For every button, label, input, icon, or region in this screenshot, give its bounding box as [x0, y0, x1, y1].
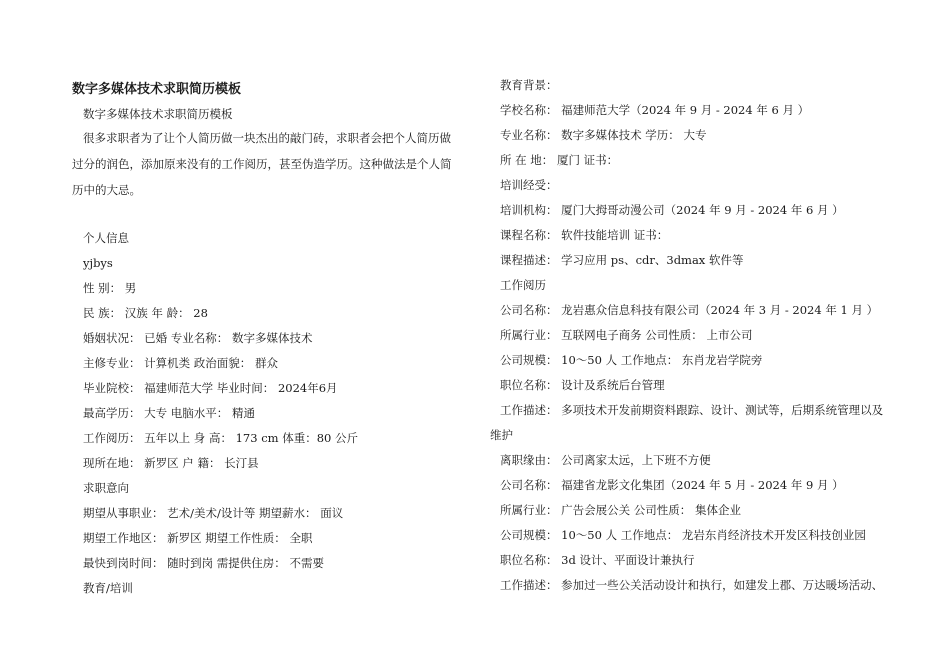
document-title: 数字多媒体技术求职简历模板: [72, 82, 242, 97]
right-line-14: 维护: [490, 428, 513, 442]
right-line-8: 工作阅历: [500, 278, 546, 292]
left-line-6: 毕业院校： 福建师范大学 毕业时间： 2024年6月: [83, 381, 338, 395]
right-line-0: 教育背景：: [500, 78, 558, 92]
right-line-20: 工作描述： 参加过一些公关活动设计和执行，如建发上郡、万达暖场活动、: [500, 578, 884, 592]
subtitle: 数字多媒体技术求职简历模板: [83, 107, 233, 121]
left-line-5: 主修专业： 计算机类 政治面貌： 群众: [83, 356, 278, 370]
left-line-11: 期望从事职业： 艺术/美术/设计等 期望薪水： 面议: [83, 506, 344, 520]
right-line-3: 所 在 地： 厦门 证书：: [500, 153, 619, 167]
left-line-3: 民 族： 汉族 年 龄： 28: [83, 306, 208, 320]
left-line-4: 婚姻状况： 已婚 专业名称： 数字多媒体技术: [83, 331, 313, 345]
right-line-18: 公司规模： 10～50 人 工作地点： 龙岩东肖经济技术开发区科技创业园: [500, 528, 866, 542]
right-line-19: 职位名称： 3d 设计、平面设计兼执行: [500, 553, 695, 567]
left-line-0: 个人信息: [83, 231, 129, 245]
right-line-10: 所属行业： 互联网电子商务 公司性质： 上市公司: [500, 328, 753, 342]
left-line-12: 期望工作地区： 新罗区 期望工作性质： 全职: [83, 531, 313, 545]
right-line-12: 职位名称： 设计及系统后台管理: [500, 378, 665, 392]
left-line-8: 工作阅历： 五年以上 身 高： 173 cm 体重：80 公斤: [83, 431, 359, 445]
right-line-15: 离职缘由： 公司离家太远，上下班不方便: [500, 453, 711, 467]
right-line-16: 公司名称： 福建省龙影文化集团（2024 年 5 月 - 2024 年 9 月 ）: [500, 478, 844, 492]
right-line-9: 公司名称： 龙岩惠众信息科技有限公司（2024 年 3 月 - 2024 年 1 月 ）: [500, 303, 879, 317]
left-line-9: 现所在地： 新罗区 户 籍： 长汀县: [83, 456, 259, 470]
right-line-13: 工作描述： 多项技术开发前期资料跟踪、设计、测试等，后期系统管理以及: [500, 403, 884, 417]
left-line-7: 最高学历： 大专 电脑水平： 精通: [83, 406, 255, 420]
right-line-11: 公司规模： 10～50 人 工作地点： 东肖龙岩学院旁: [500, 353, 763, 367]
right-line-2: 专业名称： 数字多媒体技术 学历： 大专: [500, 128, 707, 142]
left-line-14: 教育/培训: [83, 581, 133, 595]
left-line-1: yjbys: [83, 256, 113, 270]
right-line-7: 课程描述： 学习应用 ps、cdr、3dmax 软件等: [500, 253, 744, 267]
right-line-17: 所属行业： 广告会展公关 公司性质： 集体企业: [500, 503, 741, 517]
left-line-2: 性 别： 男: [83, 281, 137, 295]
left-line-10: 求职意向: [83, 481, 129, 495]
right-line-6: 课程名称： 软件技能培训 证书：: [500, 228, 669, 242]
intro-paragraph: 很多求职者为了让个人简历做一块杰出的敲门砖，求职者会把个人简历做过分的润色，添加原来没有的工作阅历，甚至伪造学历。这种做法是个人简历中的大忌。: [72, 131, 452, 197]
right-line-1: 学校名称： 福建师范大学（2024 年 9 月 - 2024 年 6 月 ）: [500, 103, 810, 117]
right-line-5: 培训机构： 厦门大拇哥动漫公司（2024 年 9 月 - 2024 年 6 月 ）: [500, 203, 844, 217]
right-line-4: 培训经受：: [500, 178, 558, 192]
left-line-13: 最快到岗时间： 随时到岗 需提供住房： 不需要: [83, 556, 324, 570]
